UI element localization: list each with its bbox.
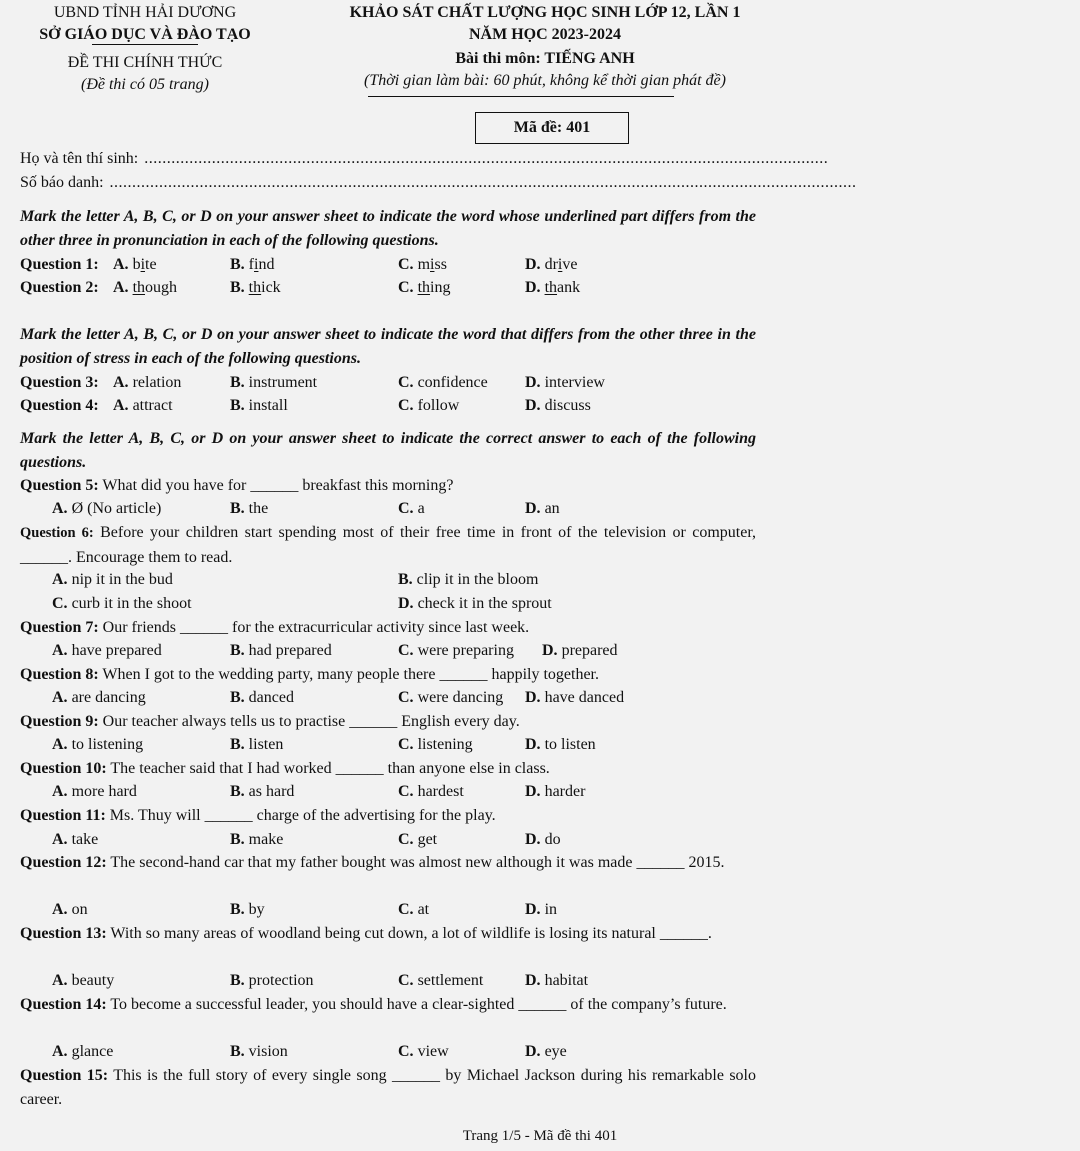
- option-d: D. do: [525, 831, 561, 848]
- option-a: A. glance: [52, 1043, 114, 1060]
- question-label: Question 10:: [20, 760, 107, 777]
- question-label: Question 1:: [20, 256, 99, 273]
- question-10: [20, 757, 756, 780]
- question-label: Question 6:: [20, 525, 94, 541]
- question-6: [20, 521, 756, 569]
- department-name: UBND TỈNH HẢI DƯƠNG: [53, 4, 237, 21]
- option-a: A. beauty: [52, 972, 115, 989]
- option-b: B. thick: [230, 279, 281, 296]
- option-d: D. eye: [525, 1043, 567, 1060]
- question-11: [20, 804, 756, 827]
- option-b: B. had prepared: [230, 642, 332, 659]
- question-text: Our friends ______ for the extracurricular activity since last week.: [102, 619, 530, 636]
- question-label: Question 2:: [20, 279, 99, 296]
- question-13: [20, 922, 756, 946]
- option-d: D. an: [525, 500, 560, 517]
- option-d: D. habitat: [525, 972, 589, 989]
- question-text: With so many areas of woodland being cut down, a lot of wildlife is losing its natural ______.: [110, 925, 712, 942]
- option-a: A. attract: [113, 397, 173, 414]
- option-c: C. hardest: [398, 783, 464, 800]
- option-d: D. to listen: [525, 736, 596, 753]
- office-name: SỞ GIÁO DỤC VÀ ĐÀO TẠO: [39, 26, 251, 43]
- question-text: Ms. Thuy will ______ charge of the advertising for the play.: [109, 807, 496, 824]
- option-c: C. curb it in the shoot: [52, 595, 192, 612]
- question-text: Our teacher always tells us to practise ______ English every day.: [102, 713, 520, 730]
- candidate-name-label: Họ và tên thí sinh:: [20, 150, 139, 167]
- option-b: B. make: [230, 831, 284, 848]
- official-exam-label: ĐỀ THI CHÍNH THỨC: [67, 54, 223, 71]
- candidate-number-field: [20, 174, 857, 192]
- option-a: A. on: [52, 901, 88, 918]
- question-text: This is the full story of every single song ______ by Michael Jackson during his remarkable solo career.: [20, 1067, 756, 1108]
- option-c: C. settlement: [398, 972, 484, 989]
- question-5: [20, 474, 756, 497]
- option-c: C. at: [398, 901, 430, 918]
- option-a: A. relation: [113, 374, 182, 391]
- option-c: C. a: [398, 500, 425, 517]
- option-a: A. bite: [113, 256, 157, 273]
- option-c: C. miss: [398, 256, 447, 273]
- question-label: Question 9:: [20, 713, 99, 730]
- option-b: B. find: [230, 256, 275, 273]
- question-label: Question 4:: [20, 397, 99, 414]
- candidate-number-dots: ......................................................................................................................................................................: [109, 174, 857, 191]
- question-label: Question 12:: [20, 854, 107, 871]
- instruction-correct-answer: Mark the letter A, B, C, or D on your answer sheet to indicate the correct answer to each of the following questions.: [20, 430, 756, 471]
- option-b: B. by: [230, 901, 265, 918]
- option-d: D. thank: [525, 279, 581, 296]
- option-b: B. danced: [230, 689, 294, 706]
- option-a: A. have prepared: [52, 642, 162, 659]
- option-c: C. were dancing: [398, 689, 504, 706]
- option-d: D. drive: [525, 256, 578, 273]
- option-a: A. are dancing: [52, 689, 146, 706]
- question-text: The second-hand car that my father bought was almost new although it was made ______ 2015.: [110, 854, 725, 871]
- header-right-rule: [368, 96, 674, 97]
- candidate-name-field: [20, 150, 829, 168]
- subject: Bài thi môn: TIẾNG ANH: [455, 50, 635, 67]
- option-c: C. get: [398, 831, 438, 848]
- instruction-pronunciation: Mark the letter A, B, C, or D on your answer sheet to indicate the word whose underlined part differs from the other three in pronunciation in each of the following questions.: [20, 208, 756, 249]
- question-label: Question 5:: [20, 477, 99, 494]
- option-d: D. prepared: [542, 642, 618, 659]
- option-b: B. protection: [230, 972, 314, 989]
- question-text: To become a successful leader, you should have a clear-sighted ______ of the company’s future.: [110, 996, 727, 1013]
- question-label: Question 13:: [20, 925, 107, 942]
- question-8: [20, 663, 756, 686]
- question-14: [20, 993, 756, 1017]
- option-b: B. clip it in the bloom: [398, 571, 539, 588]
- header-left-rule: [92, 44, 198, 45]
- time-note: (Thời gian làm bài: 60 phút, không kể thời gian phát đề): [364, 72, 726, 89]
- question-label: Question 15:: [20, 1067, 109, 1084]
- option-c: C. follow: [398, 397, 460, 414]
- option-d: D. interview: [525, 374, 605, 391]
- exam-title: KHẢO SÁT CHẤT LƯỢNG HỌC SINH LỚP 12, LẦN 1: [349, 4, 741, 21]
- option-a: A. though: [113, 279, 178, 296]
- option-b: B. vision: [230, 1043, 288, 1060]
- option-c: C. thing: [398, 279, 451, 296]
- page-count-note: (Đề thi có 05 trang): [81, 76, 209, 93]
- question-text: Before your children start spending most of their free time in front of the television or computer, ______. Encourage them to read.: [20, 524, 757, 566]
- option-a: A. more hard: [52, 783, 137, 800]
- candidate-name-dots: ........................................................................................................................................................: [144, 150, 829, 167]
- option-c: C. were preparing: [398, 642, 514, 659]
- question-text: What did you have for ______ breakfast this morning?: [102, 477, 454, 494]
- option-c: C. view: [398, 1043, 449, 1060]
- option-a: A. to listening: [52, 736, 144, 753]
- question-label: Question 7:: [20, 619, 99, 636]
- question-label: Question 14:: [20, 996, 107, 1013]
- question-9: [20, 710, 756, 733]
- option-d: D. in: [525, 901, 558, 918]
- option-b: B. instrument: [230, 374, 318, 391]
- instruction-stress: Mark the letter A, B, C, or D on your answer sheet to indicate the word that differs from the other three in the position of stress in each of the following questions.: [20, 326, 756, 367]
- option-a: A. take: [52, 831, 99, 848]
- question-7: [20, 616, 756, 639]
- option-c: C. confidence: [398, 374, 488, 391]
- option-d: D. check it in the sprout: [398, 595, 552, 612]
- exam-code-box: Mã đề: 401: [475, 112, 629, 144]
- candidate-number-label: Số báo danh:: [20, 174, 104, 191]
- school-year: NĂM HỌC 2023-2024: [469, 26, 621, 43]
- option-b: B. as hard: [230, 783, 295, 800]
- option-d: D. harder: [525, 783, 586, 800]
- option-d: D. discuss: [525, 397, 591, 414]
- question-12: [20, 851, 756, 875]
- option-b: B. listen: [230, 736, 284, 753]
- option-c: C. listening: [398, 736, 473, 753]
- option-b: B. install: [230, 397, 288, 414]
- question-label: Question 3:: [20, 374, 99, 391]
- option-a: A. nip it in the bud: [52, 571, 173, 588]
- question-label: Question 11:: [20, 807, 106, 824]
- option-a: A. Ø (No article): [52, 500, 162, 517]
- option-b: B. the: [230, 500, 269, 517]
- question-label: Question 8:: [20, 666, 99, 683]
- question-text: The teacher said that I had worked ______ than anyone else in class.: [110, 760, 550, 777]
- option-d: D. have danced: [525, 689, 625, 706]
- question-15: [20, 1064, 756, 1111]
- page-footer: Trang 1/5 - Mã đề thi 401: [462, 1128, 618, 1144]
- question-text: When I got to the wedding party, many people there ______ happily together.: [102, 666, 599, 683]
